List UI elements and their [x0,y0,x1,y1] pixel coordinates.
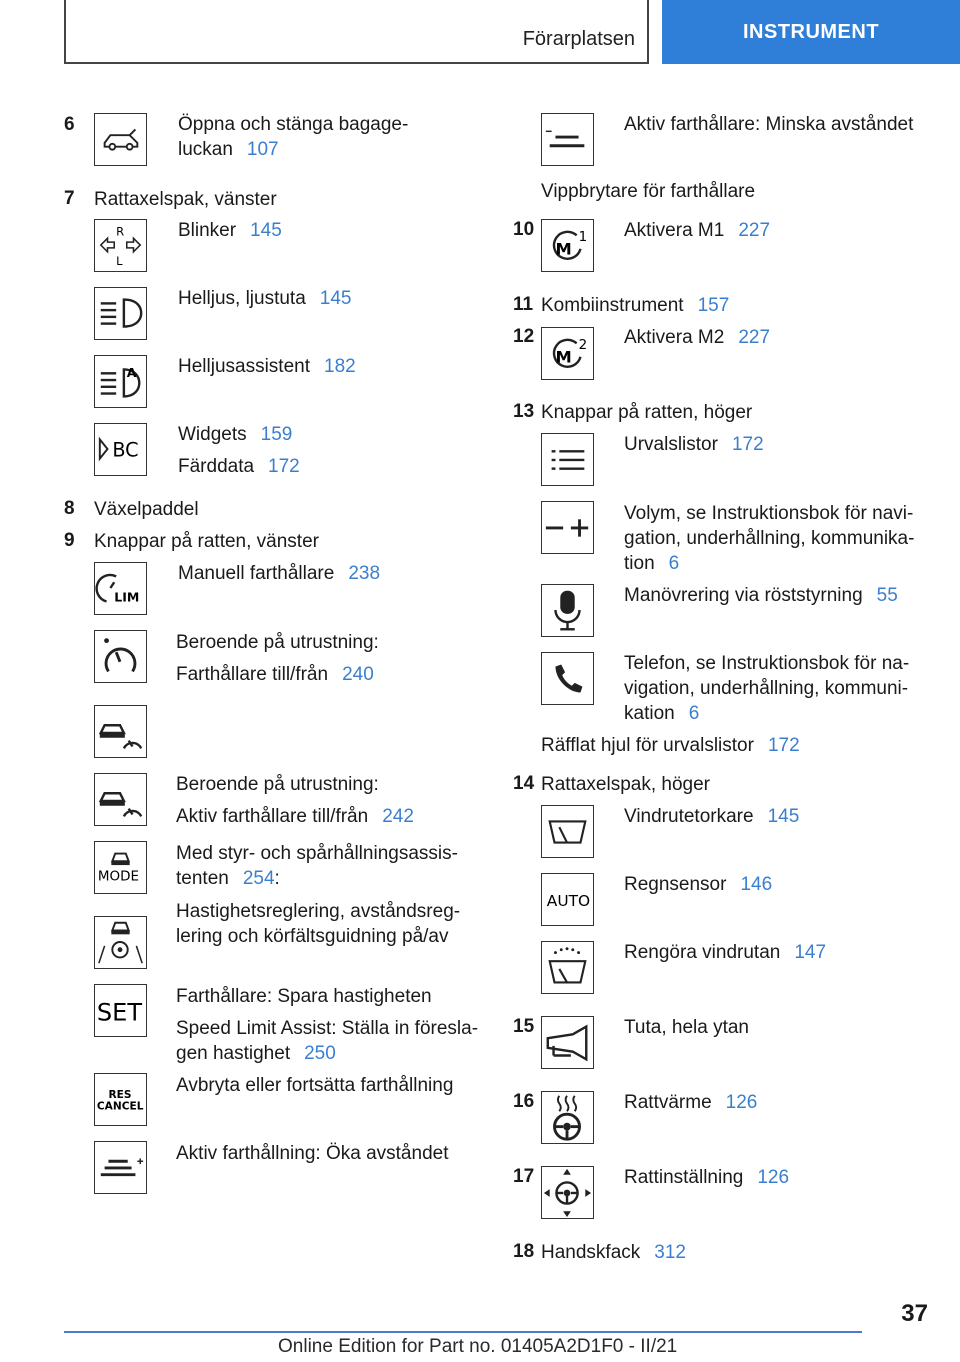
item-text: Regnsensor [624,874,727,895]
wiper-icon [541,805,594,858]
item-text: Aktiv farthållare till/från [176,806,369,827]
item-text: Räfflat hjul för urvalslistor [541,735,754,756]
item-text: Hastighetsreglering, avståndsreg- [176,901,461,922]
page-ref-link[interactable]: 182 [324,356,356,377]
page-ref-link[interactable]: 146 [740,874,773,895]
microphone-icon [541,584,594,637]
distance-decrease-icon [541,113,594,166]
page-ref-link[interactable]: 312 [654,1242,686,1263]
page-ref-link[interactable]: 55 [876,585,898,606]
item-text: lering och körfältsguidning på/av [176,926,449,947]
footer-divider [64,1331,862,1333]
footer-edition: Online Edition for Part no. 01405A2D1F0 - II/21 [278,1336,678,1357]
high-beam-icon [94,287,147,340]
item-text: Rattvärme [624,1092,712,1113]
item-number: 9 [64,530,75,551]
washer-icon [541,941,594,994]
item-number: 11 [513,294,534,315]
icon-m-label: M [555,239,572,259]
turn-signal-icon [94,219,147,272]
item-text: gation, underhållning, kommunika- [624,528,915,549]
item-text: Farthållare till/från [176,664,329,685]
icon-digit-1: 1 [578,229,588,246]
item-text: Volym, se Instruktionsbok för navi- [624,503,914,524]
page-ref-link[interactable]: 145 [250,220,282,241]
item-title: Rattaxelspak, vänster [94,189,277,210]
icon-lim-label: LIM [114,589,140,605]
item-text: Aktivera M1 [624,220,725,241]
page-ref-link[interactable]: 147 [794,942,827,963]
item-text: Aktiv farthållning: Öka avståndet [176,1143,449,1164]
item-number: 14 [513,773,535,794]
item-text: Helljus, ljustuta [178,288,306,309]
item-text: Telefon, se Instruktionsbok för na- [624,653,910,674]
item-title: Knappar på ratten, höger [541,402,753,423]
page-ref-link[interactable]: 172 [268,456,300,477]
item-text: vigation, underhållning, kommuni- [624,678,909,699]
m1-button-icon [541,219,594,272]
item-text: Handskfack [541,1242,641,1263]
page-ref-link[interactable]: 145 [319,288,352,309]
active-cruise-car-icon [94,705,147,758]
item-text: Speed Limit Assist: Ställa in föresla- [176,1018,479,1039]
mode-button-icon [94,841,147,894]
header-section-title: Förarplatsen [522,28,635,50]
item-text: Manövrering via röststyrning [624,585,863,606]
item-text: Widgets [178,424,247,445]
page-ref-link[interactable]: 6 [688,703,700,724]
icon-bc-label: BC [112,438,139,462]
page-ref-link[interactable]: 172 [731,434,764,455]
item-title: Växelpaddel [94,499,199,520]
page-ref-link[interactable]: 159 [260,424,293,445]
item-title: Rattaxelspak, höger [541,774,710,795]
icon-mode-label: MODE [97,868,139,885]
item-number: 6 [64,114,75,135]
item-text: Beroende på utrustning: [176,632,379,653]
steering-heat-icon [541,1091,594,1144]
item-text: Vindrutetorkare [624,806,754,827]
item-number: 17 [513,1166,535,1187]
page-ref-link[interactable]: 227 [738,220,771,241]
active-cruise-car-icon [94,773,147,826]
horn-icon [541,1016,594,1069]
page-ref-link[interactable]: 254 [242,868,275,889]
page-ref-link[interactable]: 250 [304,1043,336,1064]
list-icon [541,433,594,486]
header-tab-instrument[interactable]: INSTRUMENT [662,0,960,64]
item-text: Kombiinstrument [541,295,684,316]
item-text: gen hastighet [176,1043,291,1064]
volume-plus-minus-icon [541,501,594,554]
item-text: Urvalslistor [624,434,718,455]
item-text: kation [624,703,675,724]
icon-digit-2: 2 [578,337,588,354]
icon-auto-label: AUTO [546,891,591,910]
item-text: Tuta, hela ytan [624,1017,749,1038]
distance-increase-icon [94,1141,147,1194]
item-number: 13 [513,401,535,422]
item-text: tion [624,553,655,574]
icon-letter-l: L [116,254,123,269]
item-text: tenten [176,868,229,889]
page-ref-link[interactable]: 238 [348,563,381,584]
item-title: Knappar på ratten, vänster [94,531,319,552]
page-ref-link[interactable]: 240 [342,664,374,685]
page-ref-link[interactable]: 172 [767,735,800,756]
res-cancel-button-icon [94,1073,147,1126]
item-text: Rengöra vindrutan [624,942,781,963]
tailgate-icon [94,113,147,166]
item-number: 7 [64,188,75,209]
m2-button-icon [541,327,594,380]
icon-cancel-label: CANCEL [96,1100,144,1113]
page-ref-link[interactable]: 107 [246,139,279,160]
page-ref-link[interactable]: 242 [382,806,414,827]
page-ref-link[interactable]: 126 [757,1167,790,1188]
set-button-icon [94,984,147,1037]
page-ref-link[interactable]: 6 [668,553,680,574]
phone-icon [541,652,594,705]
item-number: 15 [513,1016,535,1037]
item-text: luckan [178,139,233,160]
speed-limiter-icon [94,562,147,615]
item-text: Med styr- och spårhållningsassis- [176,843,458,864]
item-text: Aktivera M2 [624,327,725,348]
item-text: Vippbrytare för farthållare [541,181,756,202]
item-colon: : [274,868,280,889]
item-text: Farthållare: Spara hastigheten [176,986,432,1007]
item-text: Helljusassistent [178,356,310,377]
item-text: Aktiv farthållare: Minska avståndet [624,114,914,135]
auto-rain-sensor-icon [541,873,594,926]
page-ref-link[interactable]: 126 [725,1092,758,1113]
steering-adjust-icon [541,1166,594,1219]
item-text: Blinker [178,220,237,241]
item-text: Rattinställning [624,1167,744,1188]
icon-res-label: RES [108,1089,132,1102]
icon-letter-r: R [116,224,125,239]
page-ref-link[interactable]: 227 [738,327,771,348]
page-ref-link[interactable]: 157 [697,295,730,316]
page-number: 37 [901,1300,928,1327]
high-beam-assistant-icon [94,355,147,408]
item-number: 16 [513,1091,535,1112]
bc-button-icon [94,423,147,476]
driving-assistant-icon [94,916,147,969]
page-ref-link[interactable]: 145 [767,806,800,827]
icon-letter-a: A [126,365,137,381]
item-text: Öppna och stänga bagage- [178,114,409,135]
icon-m-label: M [555,347,572,367]
item-text: Färddata [178,456,255,477]
item-number: 8 [64,498,75,519]
item-text: Beroende på utrustning: [176,774,379,795]
icon-set-label: SET [96,998,143,1027]
item-number: 10 [513,219,535,240]
cruise-control-icon [94,630,147,683]
item-number: 12 [513,326,535,347]
item-text: Avbryta eller fortsätta farthållning [176,1075,454,1096]
item-text: Manuell farthållare [178,563,335,584]
item-number: 18 [513,1241,535,1262]
